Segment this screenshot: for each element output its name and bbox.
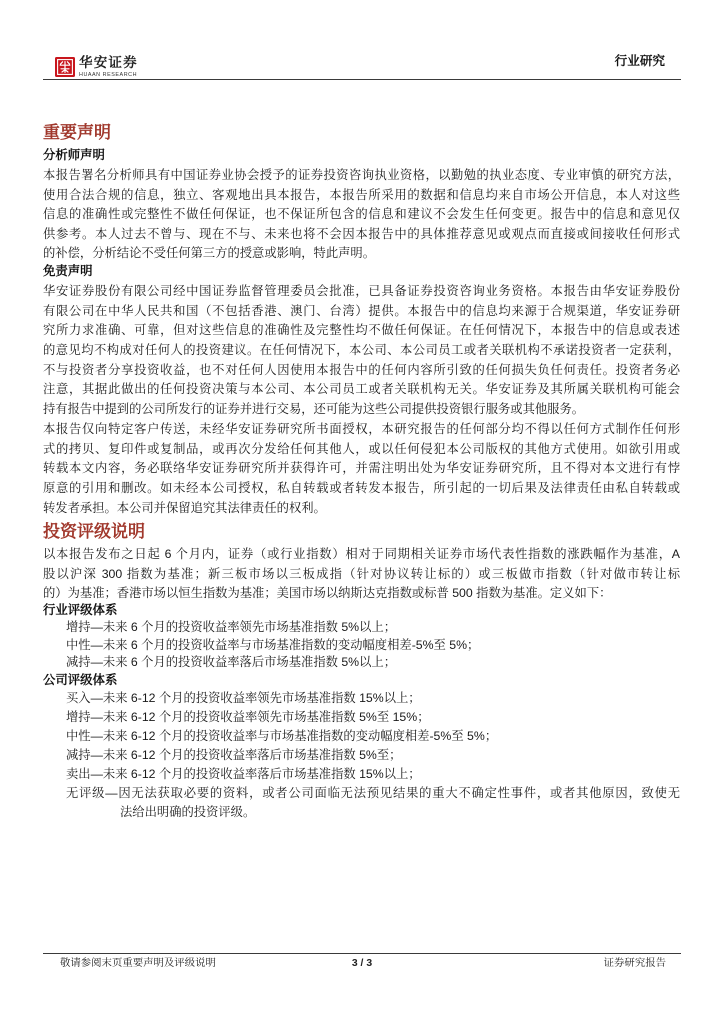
rating-item: 卖出—未来 6-12 个月的投资收益率落后市场基准指数 15%以上； [66, 767, 421, 781]
text-line: 有限公司在中华人民共和国（不包括香港、澳门、台湾）提供。本报告中的信息均来源于合规渠道，华安证券研 [43, 303, 680, 318]
analyst-statement-text [43, 166, 680, 264]
rating-item: 减持—未来 6-12 个月的投资收益率落后市场基准指数 5%至； [66, 748, 402, 762]
text-line: 原意的引用和删改。如未经本公司授权，私自转载或者转发本报告，所引起的一切后果及法律责任由私自转载或 [43, 480, 680, 495]
section-title-important-notice: 重要声明 [43, 123, 111, 142]
footer-note: 敬请参阅末页重要声明及评级说明 [60, 958, 216, 969]
rating-item-unrated-continuation: 法给出明确的投资评级。 [120, 805, 256, 819]
text-line: 本报告署名分析师具有中国证券业协会授予的证券投资咨询执业资格，以勤勉的执业态度、专业审慎的研究方法， [43, 168, 680, 182]
text-line: 注意，其据此做出的任何投资决策与本公司、本公司员工或者关联机构无关。华安证券及其所属关联机构可能会 [43, 382, 680, 397]
text-line: 股以沪深 300 指数为基准；新三板市场以三板成指（针对协议转让标的）或三板做市指数（针对做市转让标 [43, 566, 680, 581]
text-line: 华安证券股份有限公司经中国证券监督管理委员会批准，已具备证券投资咨询业务资格。本报告由华安证券股份 [43, 284, 680, 298]
text-line: 的补偿，分析结论不受任何第三方的授意或影响，特此声明。 [43, 246, 376, 261]
logo-name-en: HUAAN RESEARCH [79, 72, 138, 78]
page-number: 3 / 3 [351, 958, 373, 969]
text-line: 以本报告发布之日起 6 个月内，证券（或行业指数）相对于同期相关证券市场代表性指数的涨跌幅作为基准，A [43, 547, 680, 561]
report-category: 行业研究 [614, 54, 665, 68]
text-line: 使用合法合规的信息，独立、客观地出具本报告，本报告所采用的数据和信息均来自市场公开信息，本人对这些 [43, 187, 680, 202]
industry-rating-heading: 行业评级体系 [43, 603, 118, 617]
text-line: 不与投资者分享投资收益，也不对任何人因使用本报告中的任何内容所引致的任何损失负任何责任。投资者务必 [43, 362, 680, 377]
rating-item: 中性—未来 6 个月的投资收益率与市场基准指数的变动幅度相差-5%至 5%； [66, 637, 480, 652]
text-line: 本报告仅向特定客户传送，未经华安证券研究所书面授权，本研究报告的任何部分均不得以任何方式制作任何形 [43, 421, 680, 436]
analyst-statement-heading: 分析师声明 [43, 148, 105, 162]
text-line: 究所力求准确、可靠，但对这些信息的准确性及完整性均不做任何保证。在任何情况下，本报告中的信息或表述 [43, 323, 680, 338]
rating-item: 减持—未来 6 个月的投资收益率落后市场基准指数 5%以上； [66, 655, 396, 669]
legal-disclaimer-heading: 免责声明 [43, 264, 93, 278]
text-line: 转发者承担。本公司并保留追究其法律责任的权利。 [43, 500, 326, 515]
rating-item: 增持—未来 6-12 个月的投资收益率领先市场基准指数 5%至 15%； [66, 710, 430, 724]
text-line: 式的拷贝、复印件或复制品，或再次分发给任何其他人，或以任何侵犯本公司版权的其他方式使用。如欲引用或 [43, 441, 680, 456]
rating-item: 买入—未来 6-12 个月的投资收益率领先市场基准指数 15%以上； [66, 691, 421, 705]
text-line: 的）为基准；香港市场以恒生指数为基准；美国市场以纳斯达克指数或标普 500 指数为基准。定义如下： [43, 586, 612, 601]
company-rating-list [66, 689, 680, 822]
section-title-rating-explanation: 投资评级说明 [43, 522, 145, 541]
text-line: 供参考。本人过去不曾与、现在不与、未来也将不会因本报告中的具体推荐意见或观点而直接或间接收任何形式 [43, 226, 680, 241]
text-line: 持有报告中提到的公司所发行的证券并进行交易，还可能为这些公司提供投资银行服务或其他服务。 [43, 402, 585, 417]
text-line: 的意见均不构成对任何人的投资建议。在任何情况下，本公司、本公司员工或者关联机构不承诺投资者一定获利， [43, 343, 680, 358]
rating-intro-text [43, 545, 680, 604]
header-divider [43, 79, 681, 80]
industry-rating-list [66, 619, 680, 672]
company-rating-heading: 公司评级体系 [43, 673, 118, 687]
legal-disclaimer-text [43, 282, 680, 518]
text-line: 转载本文内容，务必联络华安证券研究所并获得许可，并需注明出处为华安证券研究所，且不得对本文进行有悖 [43, 461, 680, 476]
huaan-logo-mark-icon [55, 57, 75, 77]
huaan-logo [55, 57, 151, 81]
logo-name-cn: 华安证券 [79, 55, 138, 71]
footer-report-type: 证券研究报告 [603, 958, 666, 969]
rating-item: 中性—未来 6-12 个月的投资收益率与市场基准指数的变动幅度相差-5%至 5%； [66, 729, 498, 743]
text-line: 信息的准确性或完整性不做任何保证，也不保证所包含的信息和建议不会发生任何变更。报告中的信息和意见仅 [43, 207, 680, 222]
footer-divider [43, 953, 681, 954]
rating-item: 增持—未来 6 个月的投资收益率领先市场基准指数 5%以上； [66, 620, 396, 634]
rating-item-unrated: 无评级—因无法获取必要的资料，或者公司面临无法预见结果的重大不确定性事件，或者其他原因，致使无 [66, 786, 680, 800]
